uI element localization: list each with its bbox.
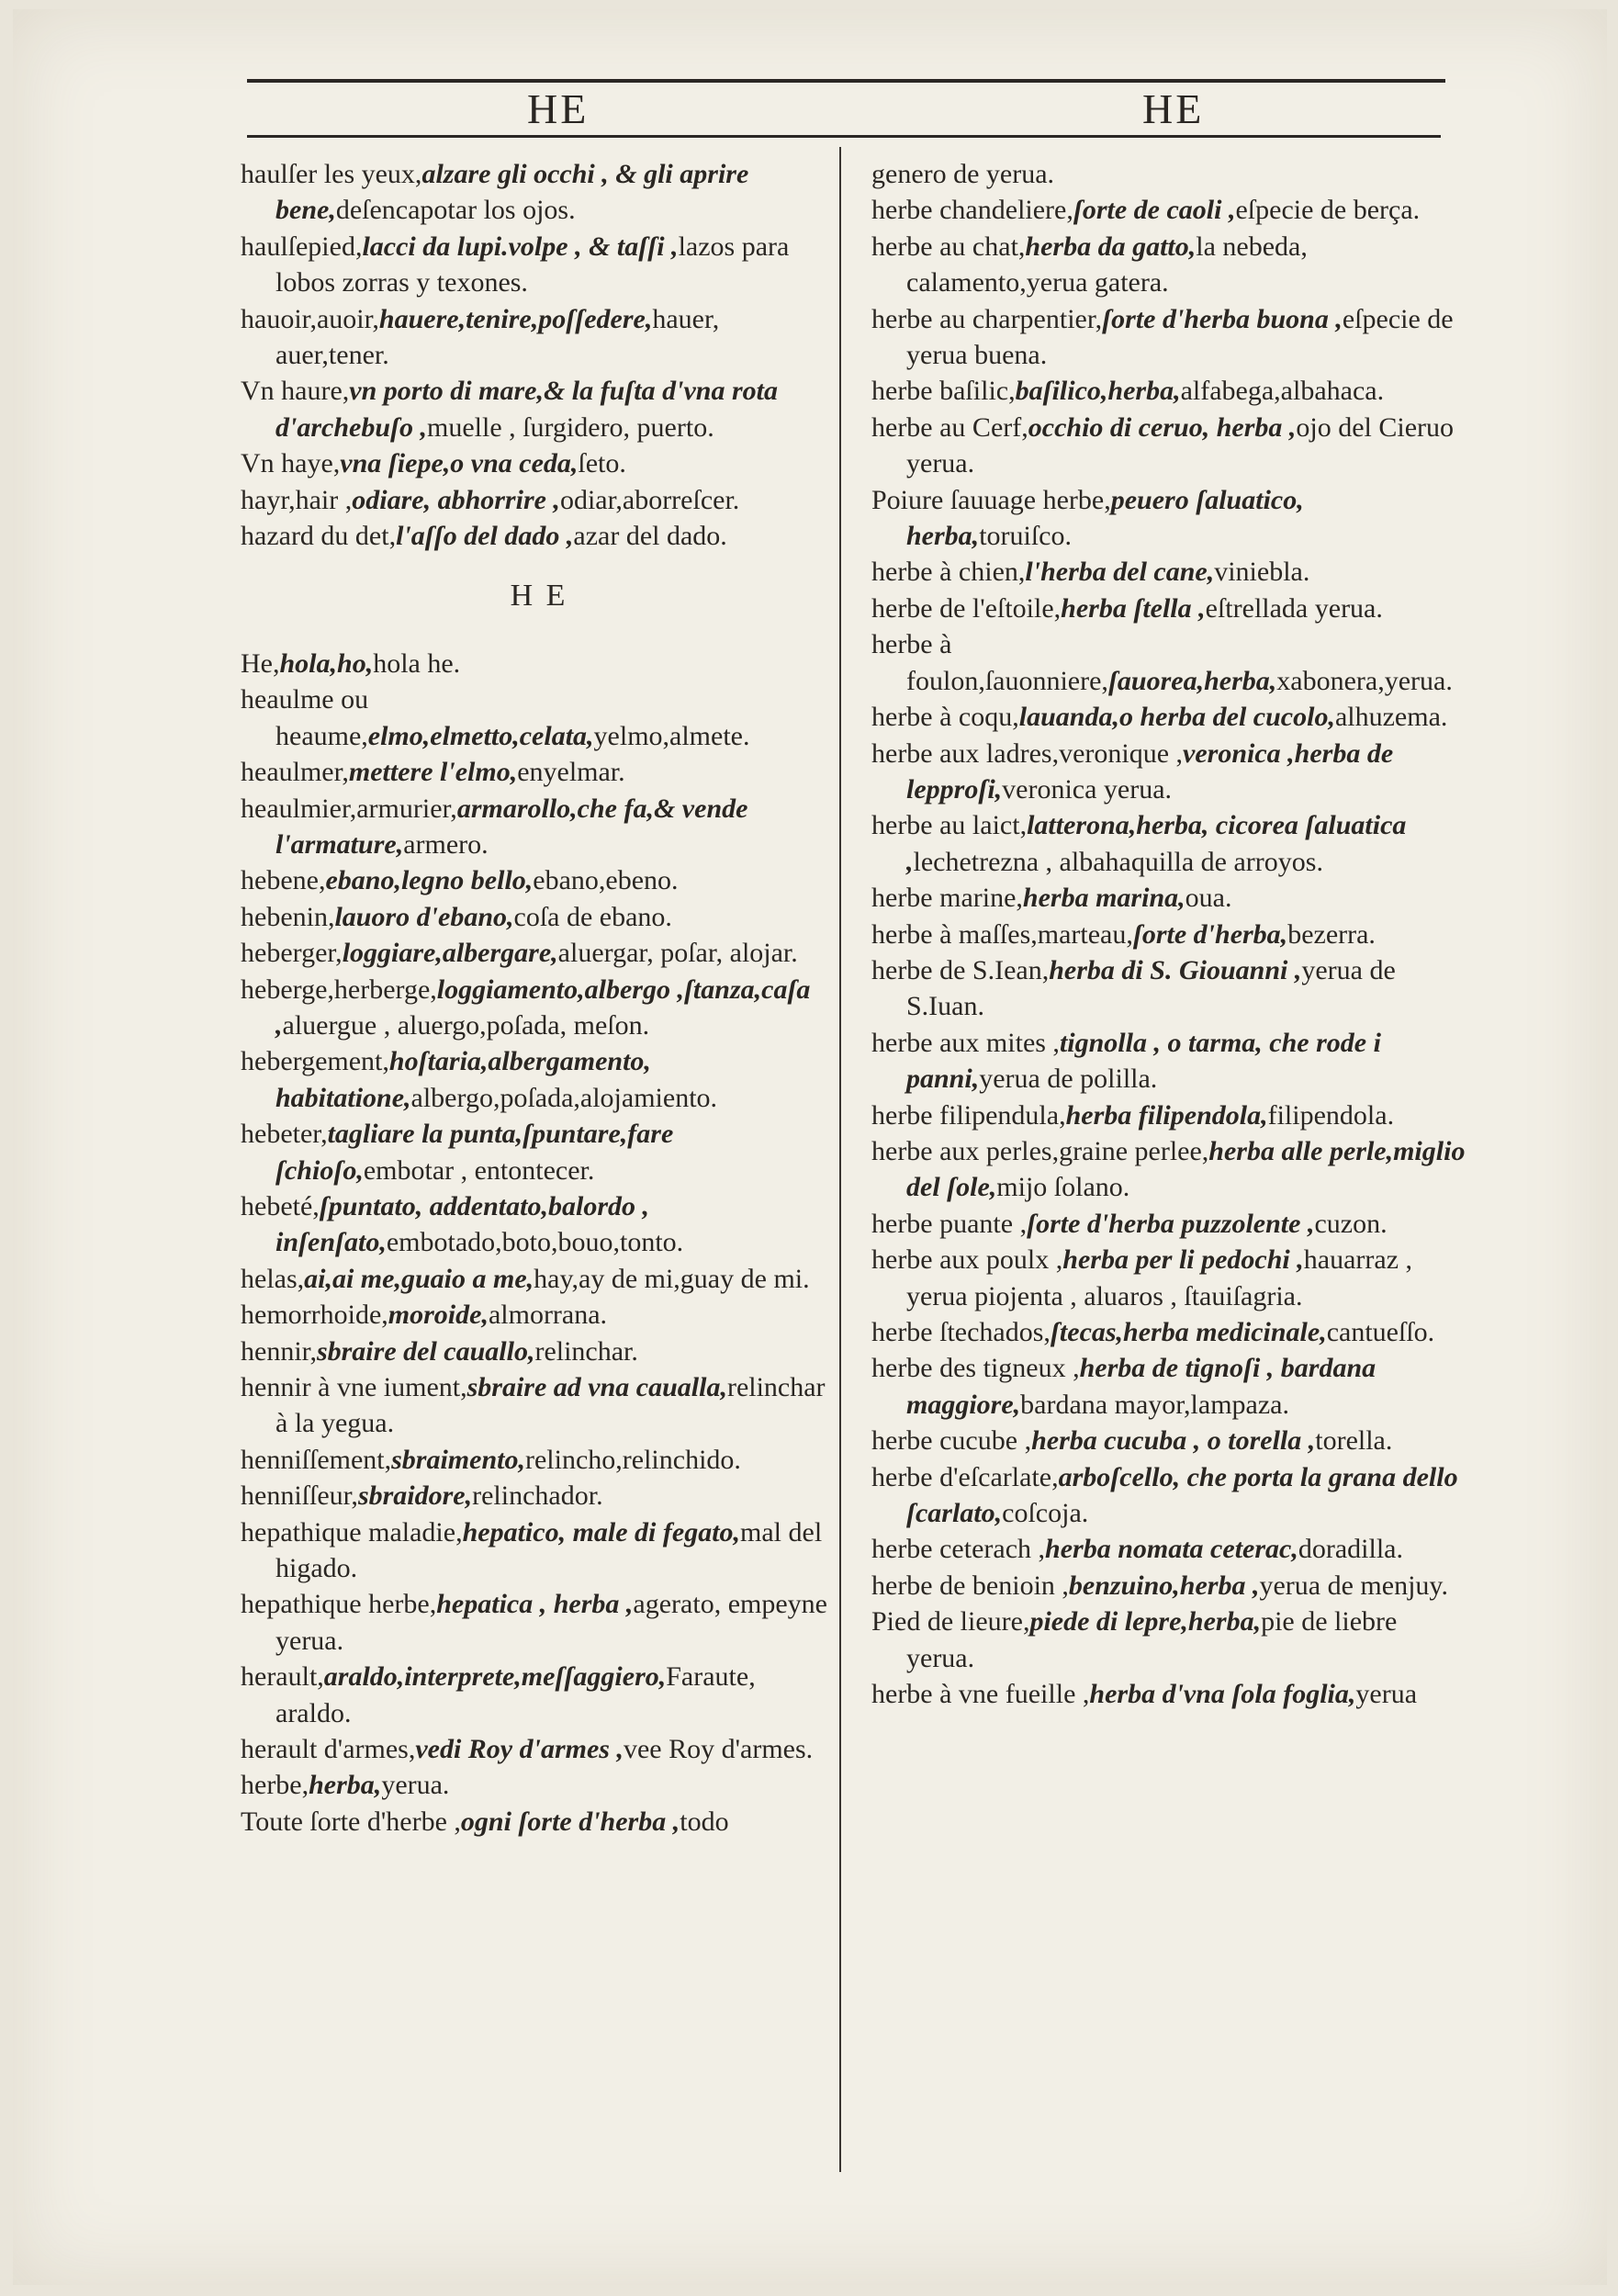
entry-italian: araldo,interprete,meſſaggiero,	[323, 1661, 667, 1693]
header-rule	[247, 79, 1445, 83]
dictionary-entry	[871, 1676, 1468, 1712]
entry-french: haulſer les yeux,	[241, 159, 422, 189]
dictionary-entry	[241, 899, 837, 935]
entry-italian: lauanda,o herba del cucolo,	[1018, 702, 1335, 733]
dictionary-entry	[871, 626, 1468, 699]
dictionary-entry	[871, 1314, 1468, 1350]
dictionary-entry	[871, 880, 1468, 916]
entry-french: hebergement,	[241, 1046, 389, 1077]
entry-italian: occhio di ceruo, herba ,	[1028, 411, 1297, 443]
dictionary-entry	[871, 917, 1468, 952]
entry-italian: hepatica , herba ,	[436, 1589, 634, 1620]
entry-french: He,	[241, 647, 280, 679]
dictionary-entry	[241, 229, 837, 301]
entry-french: herbe à coqu,	[871, 702, 1019, 733]
entry-spanish: relinchar.	[534, 1335, 638, 1367]
entry-italian: moroide,	[388, 1300, 489, 1331]
entry-spanish: hola he.	[373, 647, 461, 679]
entry-italian: vn porto di mare,& la fuſta d'vna rota d'archebuſo ,	[275, 376, 778, 443]
entry-french: herbe aux mites ,	[871, 1027, 1060, 1058]
entry-spanish: alfabega,albahaca.	[1180, 376, 1385, 407]
entry-italian: herba,	[309, 1770, 382, 1801]
entry-italian: loggiare,albergare,	[342, 938, 558, 969]
entry-spanish: bardana mayor,lampaza.	[1020, 1389, 1289, 1420]
dictionary-entry	[871, 156, 1468, 192]
dictionary-entry	[871, 1423, 1468, 1458]
dictionary-entry	[871, 373, 1468, 409]
entry-french: herbe à vne fueille ,	[871, 1679, 1090, 1710]
entry-italian: ſorte d'herba buona ,	[1102, 303, 1343, 334]
entry-french: herbe baſilic,	[871, 376, 1016, 407]
entry-french: Toute ſorte d'herbe ,	[241, 1806, 461, 1837]
entry-french: hennir à vne iument,	[241, 1372, 467, 1402]
entry-french: hepathique herbe,	[241, 1589, 437, 1620]
entry-italian: armarollo,che fa,& vende l'armature,	[275, 793, 748, 860]
entry-french: heaulmier,armurier,	[241, 793, 457, 824]
dictionary-entry	[241, 1731, 837, 1767]
entry-spanish: todo	[680, 1806, 729, 1837]
dictionary-entry	[241, 1478, 837, 1514]
dictionary-entry	[241, 791, 837, 863]
entry-spanish: hauarraz , yerua piojenta , aluaros , ſtauiſagria.	[906, 1244, 1413, 1311]
entry-spanish: alhuzema.	[1334, 702, 1448, 733]
entry-spanish: pie de liebre yerua.	[906, 1606, 1398, 1673]
dictionary-entry	[871, 229, 1468, 301]
entry-spanish: filipendola.	[1267, 1099, 1395, 1131]
entry-spanish: lazos para lobos zorras y texones.	[275, 231, 790, 298]
entry-french: herbe à foulon,ſauonniere,	[871, 629, 1108, 696]
entry-spanish: doradilla.	[1298, 1534, 1403, 1565]
dictionary-entry	[871, 952, 1468, 1025]
entry-italian: herba filipendola,	[1065, 1099, 1268, 1131]
left-entries-after-heading	[241, 646, 837, 1840]
entry-french: Vn haure,	[241, 376, 350, 407]
entry-italian: latterona,herba, cicorea ſaluatica ,	[906, 810, 1407, 877]
dictionary-entry	[871, 410, 1468, 482]
entry-spanish: azar del dado.	[573, 521, 727, 552]
dictionary-entry	[241, 1804, 837, 1840]
entry-italian: hoſtaria,albergamento, habitatione,	[275, 1046, 651, 1113]
entry-spanish: veronica yerua.	[1002, 773, 1173, 805]
entry-french: hebenin,	[241, 901, 335, 932]
entry-french: herbe chandeliere,	[871, 195, 1073, 226]
entry-french: herbe aux perles,graine perlee,	[871, 1135, 1209, 1166]
entry-italian: ſtecas,herba medicinale,	[1050, 1317, 1327, 1347]
dictionary-entry	[241, 754, 837, 790]
entry-italian: ogni ſorte d'herba ,	[460, 1806, 680, 1837]
entry-french: herbe de benioin ,	[871, 1570, 1069, 1601]
right-entries	[871, 156, 1468, 1712]
entry-spanish: torella.	[1315, 1425, 1393, 1457]
entry-italian: herba per li pedochi ,	[1062, 1244, 1304, 1276]
dictionary-entry	[241, 1116, 837, 1188]
entry-italian: herba marina,	[1022, 883, 1185, 914]
dictionary-entry	[241, 1514, 837, 1587]
entry-french: hayr,hair ,	[241, 484, 353, 515]
dictionary-entry	[241, 445, 837, 481]
dictionary-entry	[241, 373, 837, 445]
entry-spanish: eſpecie de yerua buena.	[906, 303, 1454, 371]
entry-italian: ſorte de caoli ,	[1073, 195, 1236, 226]
entry-french: herbe filipendula,	[871, 1099, 1066, 1131]
entry-italian: ſorte d'herba,	[1132, 918, 1288, 950]
dictionary-entry	[871, 736, 1468, 808]
entry-italian: benzuino,herba ,	[1068, 1570, 1260, 1601]
entry-french: herbe,	[241, 1770, 309, 1801]
entry-italian: tagliare la punta,ſpuntare,fare ſchioſo,	[275, 1119, 674, 1186]
entry-italian: ai,ai me,guaio a me,	[304, 1263, 534, 1294]
column-divider	[839, 147, 841, 2172]
entry-spanish: xabonera,yerua.	[1276, 665, 1453, 696]
dictionary-entry	[241, 1261, 837, 1297]
entry-italian: herba ſtella ,	[1061, 592, 1206, 624]
entry-spanish: yerua de menjuy.	[1259, 1570, 1448, 1601]
dictionary-entry	[871, 192, 1468, 228]
entry-italian: elmo,elmetto,celata,	[367, 720, 594, 751]
entry-spanish: vee Roy d'armes.	[623, 1734, 814, 1765]
entry-french: Vn haye,	[241, 448, 341, 479]
entry-spanish: yerua.	[381, 1770, 450, 1801]
entry-italian: herba d'vna ſola foglia,	[1089, 1679, 1356, 1710]
entry-spanish: relincho,relinchido.	[524, 1444, 741, 1475]
entry-italian: ſauorea,herba,	[1107, 665, 1277, 696]
entry-french: herbe aux ladres,veronique ,	[871, 737, 1184, 769]
dictionary-entry	[871, 807, 1468, 880]
dictionary-entry	[241, 1659, 837, 1731]
entry-french: heaulme ou heaume,	[241, 684, 369, 751]
dictionary-entry	[241, 518, 837, 554]
dictionary-entry	[871, 1568, 1468, 1604]
entry-italian: ſpuntato, addentato,balordo , inſenſato,	[275, 1190, 649, 1258]
entry-italian: sbraire ad vna caualla,	[466, 1372, 727, 1402]
dictionary-entry	[871, 1350, 1468, 1423]
entry-french: herbe ceterach ,	[871, 1534, 1046, 1565]
entry-french: Pied de lieure,	[871, 1606, 1030, 1638]
dictionary-entry	[241, 1369, 837, 1442]
entry-italian: alzare gli occhi , & gli aprire bene,	[275, 159, 749, 226]
entry-italian: herba di S. Giouanni ,	[1049, 954, 1302, 985]
entry-spanish: agerato, empeyne yerua.	[275, 1589, 827, 1656]
entry-spanish: embotado,boto,bouo,tonto.	[386, 1227, 684, 1258]
entry-spanish: la nebeda, calamento,yerua gatera.	[906, 231, 1308, 298]
entry-french: hemorrhoide,	[241, 1300, 388, 1331]
entry-spanish: deſencapotar los ojos.	[335, 195, 576, 226]
entry-french: helas,	[241, 1263, 305, 1294]
dictionary-entry	[871, 1531, 1468, 1567]
entry-italian: ſorte d'herba puzzolente ,	[1027, 1208, 1315, 1239]
right-column	[871, 156, 1468, 1712]
entry-italian: baſilico,herba,	[1015, 376, 1181, 407]
entry-spanish: yerua de polilla.	[979, 1064, 1158, 1095]
entry-french: hauoir,auoir,	[241, 303, 379, 334]
dictionary-entry	[871, 1025, 1468, 1097]
entry-italian: herba alle perle,miglio del ſole,	[906, 1135, 1466, 1203]
entry-french: heaulmer,	[241, 757, 349, 788]
dictionary-entry	[241, 1297, 837, 1333]
entry-spanish: bezerra.	[1287, 918, 1376, 950]
entry-french: herbe à chien,	[871, 557, 1026, 588]
entry-french: herbe cucube ,	[871, 1425, 1032, 1457]
dictionary-entry	[241, 1188, 837, 1261]
left-column	[241, 156, 837, 1840]
dictionary-entry	[871, 301, 1468, 374]
entry-french: herault,	[241, 1661, 324, 1693]
entry-french: herbe aux poulx ,	[871, 1244, 1063, 1276]
entry-french: heberger,	[241, 938, 343, 969]
entry-spanish: almorrana.	[488, 1300, 608, 1331]
entry-spanish: relinchar à la yegua.	[275, 1372, 826, 1439]
entry-french: hebeté,	[241, 1190, 320, 1221]
section-heading: H E	[510, 579, 568, 613]
entry-french: herbe marine,	[871, 883, 1023, 914]
running-header-left: HE	[527, 85, 590, 132]
entry-italian: herba cucuba , o torella ,	[1031, 1425, 1316, 1457]
entry-spanish: yerua	[1355, 1679, 1418, 1710]
header-rule-lower	[247, 135, 1441, 138]
entry-spanish: aluergar, poſar, alojar.	[557, 938, 798, 969]
dictionary-entry	[871, 699, 1468, 735]
entry-spanish: odiar,aborreſcer.	[559, 484, 740, 515]
entry-italian: piede di lepre,herba,	[1029, 1606, 1262, 1638]
entry-italian: hola,ho,	[279, 647, 374, 679]
entry-spanish: lechetrezna , albahaquilla de arroyos.	[913, 846, 1323, 877]
entry-spanish: relinchador.	[472, 1480, 603, 1512]
entry-italian: mettere l'elmo,	[348, 757, 518, 788]
entry-spanish: coſa de ebano.	[513, 901, 672, 932]
entry-spanish: hauer, auer,tener.	[275, 303, 720, 371]
entry-italian: sbraire del cauallo,	[316, 1335, 535, 1367]
entry-spanish: eſpecie de berça.	[1235, 195, 1421, 226]
entry-french: hebeter,	[241, 1119, 328, 1150]
entry-spanish: hay,ay de mi,guay de mi.	[534, 1263, 810, 1294]
entry-italian: loggiamento,albergo ,ſtanza,caſa ,	[275, 974, 811, 1041]
entry-french: herbe d'eſcarlate,	[871, 1461, 1059, 1492]
entry-french: herbe des tigneux ,	[871, 1353, 1080, 1384]
entry-french: henniſſement,	[241, 1444, 392, 1475]
entry-french: herbe au charpentier,	[871, 303, 1103, 334]
entry-spanish: ſeto.	[578, 448, 626, 479]
entry-italian: arboſcello, che porta la grana dello ſcarlato,	[906, 1461, 1458, 1529]
dictionary-entry	[871, 554, 1468, 590]
entry-french: herault d'armes,	[241, 1734, 416, 1765]
entry-spanish: enyelmar.	[517, 757, 625, 788]
entry-french: herbe de S.Iean,	[871, 954, 1050, 985]
dictionary-entry	[241, 1043, 837, 1116]
dictionary-entry	[241, 972, 837, 1044]
entry-italian: l'aſſo del dado ,	[396, 521, 574, 552]
entry-french: herbe de l'eſtoile,	[871, 592, 1062, 624]
dictionary-entry	[241, 1586, 837, 1659]
entry-italian: herba de tignoſi , bardana maggiore,	[906, 1353, 1376, 1420]
entry-spanish: ojo del Cieruo yerua.	[906, 411, 1455, 479]
entry-spanish: mijo ſolano.	[996, 1172, 1130, 1203]
entry-french: herbe au Cerf,	[871, 411, 1028, 443]
entry-french: hennir,	[241, 1335, 317, 1367]
dictionary-entry	[871, 1242, 1468, 1314]
dictionary-entry	[241, 862, 837, 898]
dictionary-entry	[241, 1334, 837, 1369]
dictionary-entry	[241, 1442, 837, 1478]
dictionary-entry	[871, 1604, 1468, 1676]
entry-french: hazard du det,	[241, 521, 397, 552]
entry-spanish: viniebla.	[1214, 557, 1310, 588]
entry-french: herbe au laict,	[871, 810, 1028, 841]
entry-italian: lacci da lupi.volpe , & taſſi ,	[362, 231, 679, 262]
dictionary-entry	[871, 1206, 1468, 1242]
entry-spanish: eſtrellada yerua.	[1205, 592, 1383, 624]
entry-spanish: oua.	[1185, 883, 1232, 914]
dictionary-entry	[871, 1133, 1468, 1206]
entry-french: haulſepied,	[241, 231, 363, 262]
entry-spanish: embotar , entontecer.	[363, 1154, 595, 1186]
left-entries-before-heading	[241, 156, 837, 554]
dictionary-entry	[241, 935, 837, 971]
entry-italian: sbraimento,	[391, 1444, 525, 1475]
dictionary-entry	[241, 1767, 837, 1803]
entry-spanish: cuzon.	[1314, 1208, 1388, 1239]
dictionary-entry	[871, 482, 1468, 555]
entry-italian: sbraidore,	[357, 1480, 473, 1512]
entry-french: herbe à maſſes,marteau,	[871, 918, 1133, 950]
entry-french: herbe au chat,	[871, 231, 1026, 262]
entry-french: heberge,herberge,	[241, 974, 437, 1005]
entry-spanish: cantueſſo.	[1326, 1317, 1435, 1347]
dictionary-entry	[241, 482, 837, 518]
entry-french: herbe ſtechados,	[871, 1317, 1051, 1347]
entry-spanish: aluergue , aluergo,poſada, meſon.	[282, 1009, 650, 1041]
entry-italian: hepatico, male di fegato,	[462, 1516, 741, 1548]
entry-italian: peuero ſaluatico, herba,	[906, 484, 1304, 552]
entry-french: herbe puante ,	[871, 1208, 1028, 1239]
entry-italian: vna ſiepe,o vna ceda,	[340, 448, 579, 479]
entry-french: hebene,	[241, 865, 326, 896]
entry-italian: l'herba del cane,	[1025, 557, 1215, 588]
dictionary-page	[13, 9, 1607, 2285]
running-header-right: HE	[1142, 85, 1205, 132]
entry-italian: hauere,tenire,poſſedere,	[378, 303, 653, 334]
entry-french: henniſſeur,	[241, 1480, 358, 1512]
entry-italian: herba nomata ceterac,	[1045, 1534, 1298, 1565]
entry-italian: herba da gatto,	[1025, 231, 1197, 262]
entry-italian: ebano,legno bello,	[325, 865, 534, 896]
entry-italian: veronica ,herba de lepproſi,	[906, 737, 1394, 805]
entry-spanish: yelmo,almete.	[593, 720, 750, 751]
entry-french: Poiure ſauuage herbe,	[871, 484, 1111, 515]
dictionary-entry	[241, 681, 837, 754]
dictionary-entry	[241, 301, 837, 374]
entry-italian: lauoro d'ebano,	[334, 901, 514, 932]
entry-spanish: armero.	[403, 828, 489, 860]
entry-italian: odiare, abhorrire ,	[352, 484, 560, 515]
entry-spanish: Faraute, araldo.	[275, 1661, 756, 1728]
dictionary-entry	[241, 156, 837, 229]
dictionary-entry	[241, 646, 837, 681]
entry-spanish: coſcoja.	[1002, 1498, 1089, 1529]
entry-spanish: muelle , ſurgidero, puerto.	[427, 411, 714, 443]
entry-spanish: mal del higado.	[275, 1516, 823, 1584]
entry-french: hepathique maladie,	[241, 1516, 463, 1548]
entry-italian: vedi Roy d'armes ,	[415, 1734, 624, 1765]
entry-spanish: toruiſco.	[979, 521, 1072, 552]
entry-french: genero de yerua.	[871, 159, 1055, 189]
dictionary-entry	[871, 1097, 1468, 1133]
entry-spanish: yerua de S.Iuan.	[906, 954, 1396, 1022]
dictionary-entry	[871, 591, 1468, 626]
entry-spanish: albergo,poſada,alojamiento.	[410, 1082, 718, 1113]
dictionary-entry	[871, 1459, 1468, 1532]
entry-spanish: ebano,ebeno.	[533, 865, 679, 896]
entry-italian: tignolla , o tarma, che rode i panni,	[906, 1027, 1381, 1095]
